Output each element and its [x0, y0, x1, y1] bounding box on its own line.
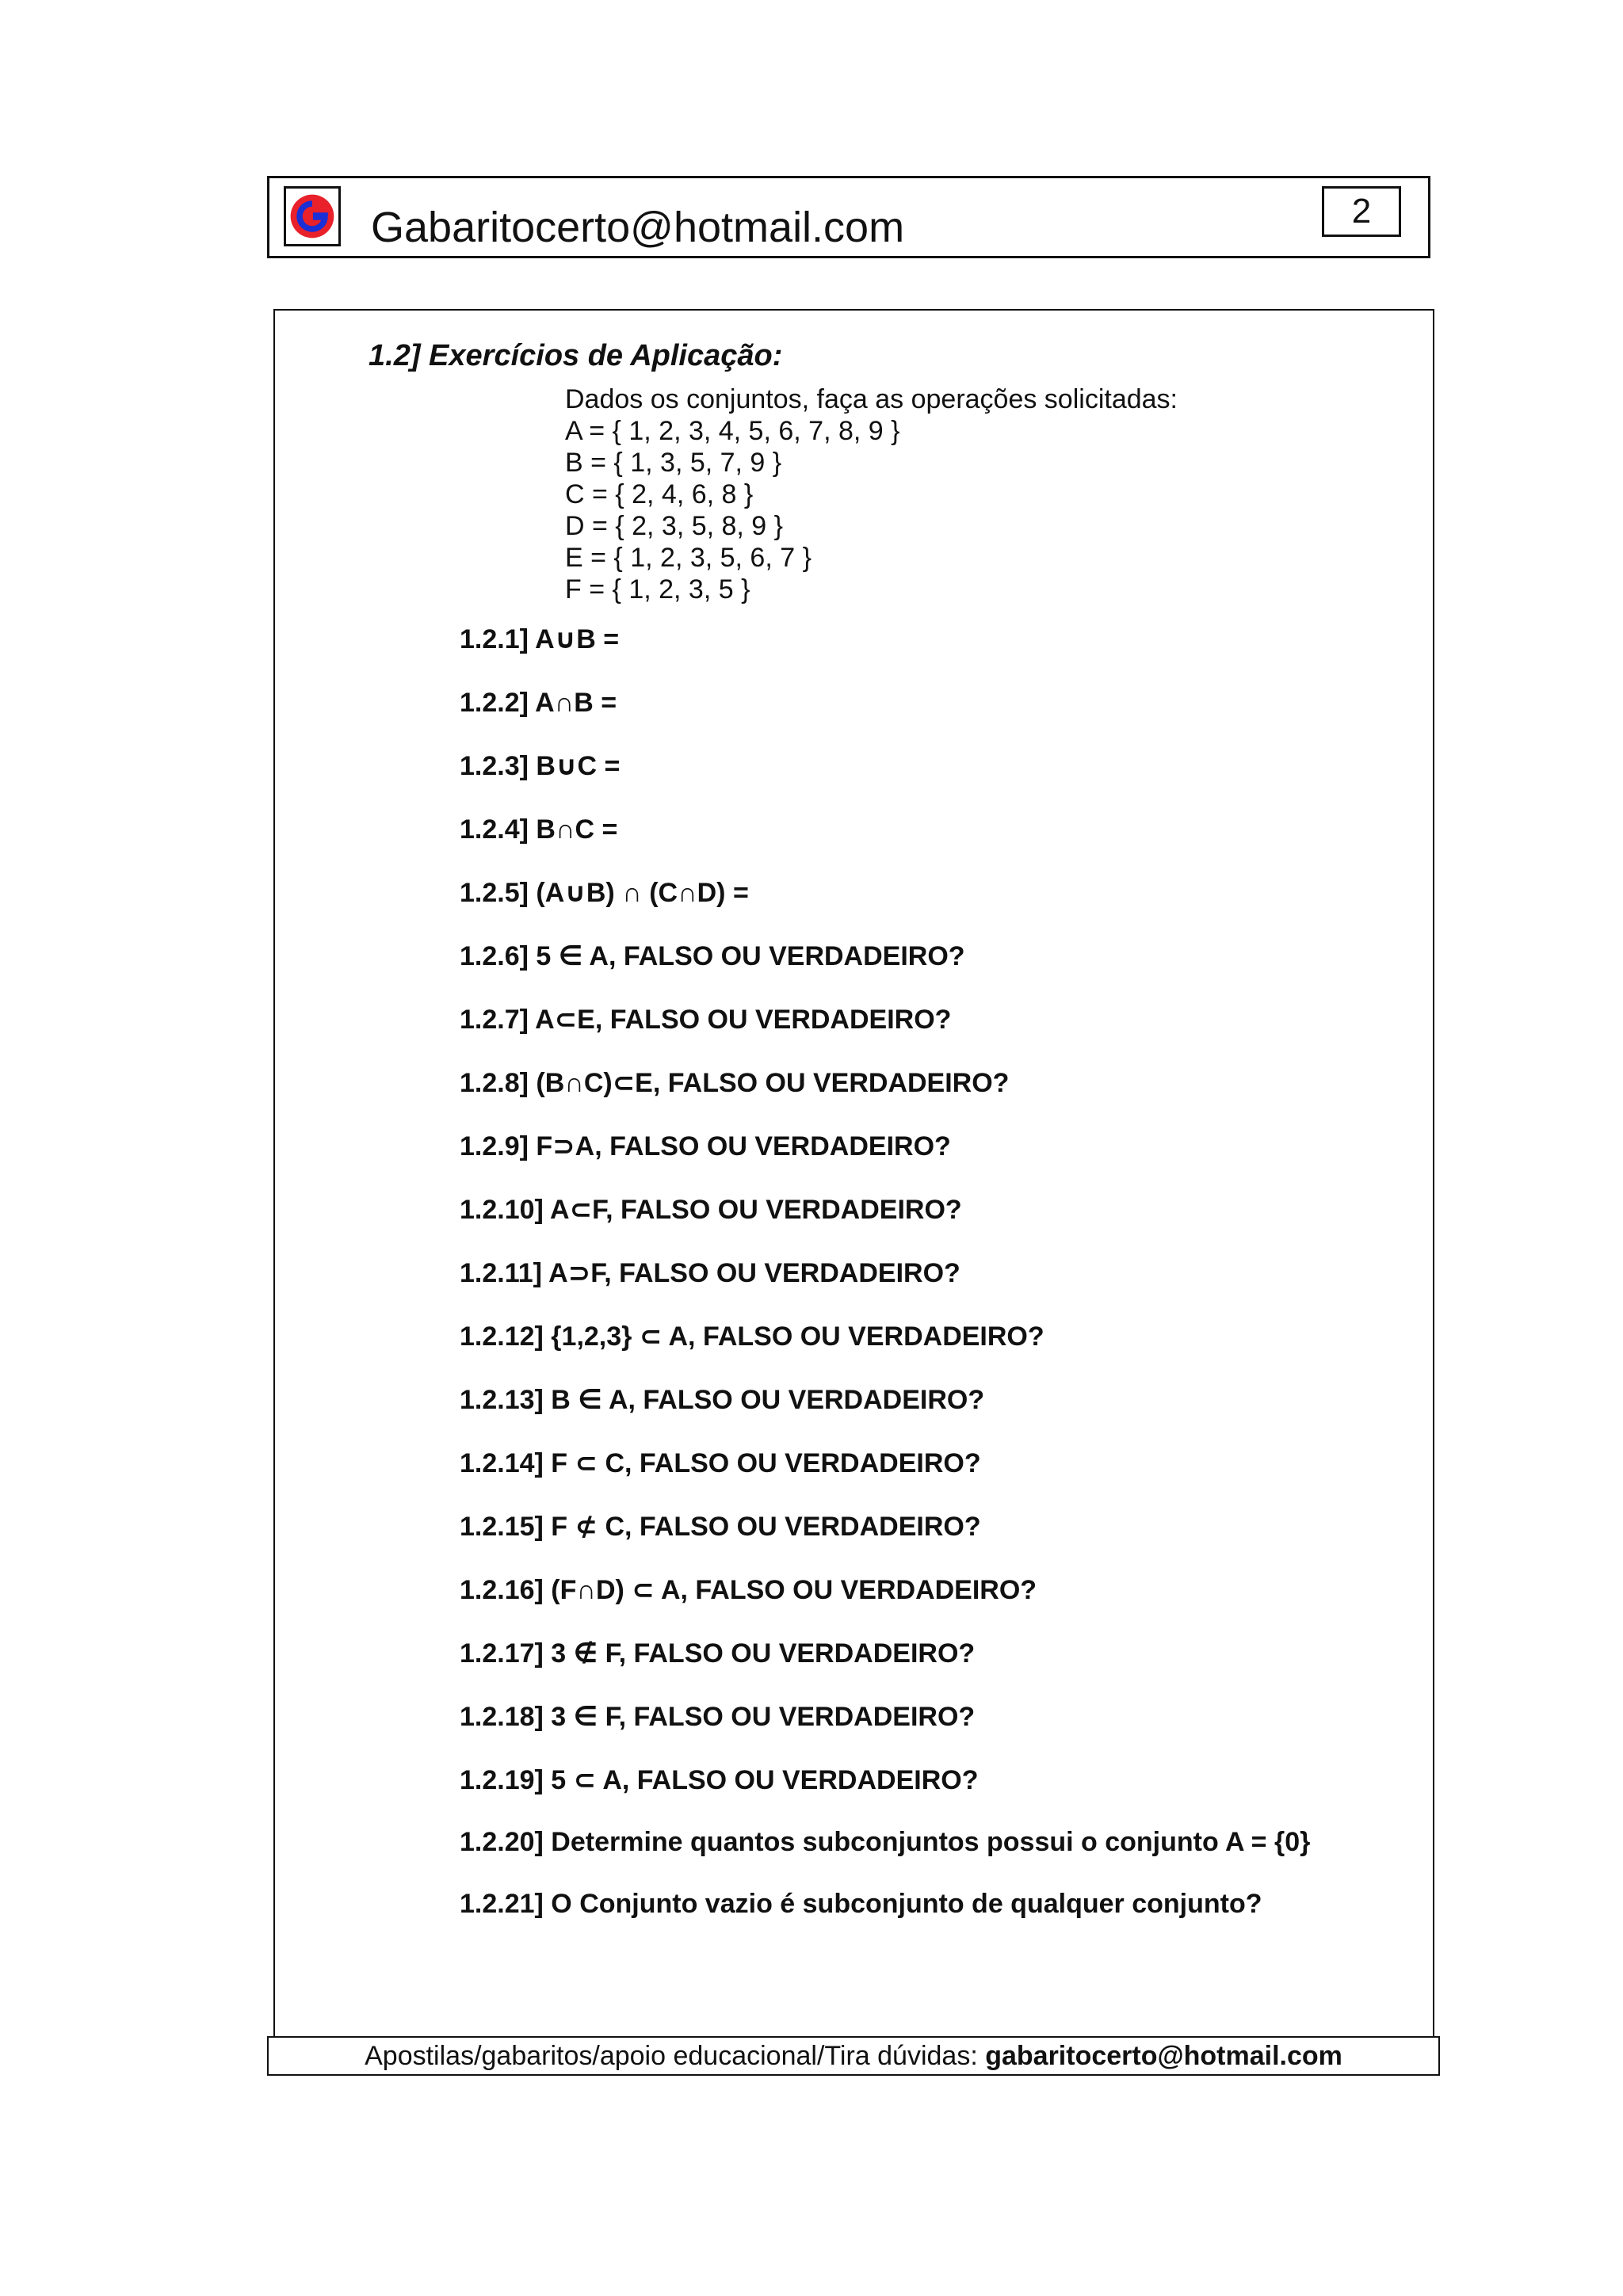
set-c: C = { 2, 4, 6, 8 } [565, 479, 754, 509]
exercise-item: 1.2.5] (A∪B) ∩ (C∩D) = [460, 878, 749, 908]
exercise-item: 1.2.15] F ⊄ C, FALSO OU VERDADEIRO? [460, 1512, 981, 1542]
exercise-item: 1.2.3] B∪C = [460, 751, 621, 781]
exercise-item: 1.2.18] 3 ∈ F, FALSO OU VERDADEIRO? [460, 1702, 976, 1732]
exercise-item: 1.2.10] A⊂F, FALSO OU VERDADEIRO? [460, 1195, 962, 1225]
footer-email: gabaritocerto@hotmail.com [985, 2041, 1342, 2071]
logo [284, 186, 341, 246]
header-email: Gabaritocerto@hotmail.com [371, 204, 905, 251]
exercise-item: 1.2.2] A∩B = [460, 688, 617, 718]
exercise-item: 1.2.20] Determine quantos subconjuntos possui o conjunto A = {0} [460, 1827, 1311, 1857]
exercise-item: 1.2.9] F⊃A, FALSO OU VERDADEIRO? [460, 1131, 951, 1161]
exercise-item: 1.2.19] 5 ⊂ A, FALSO OU VERDADEIRO? [460, 1765, 979, 1795]
exercise-item: 1.2.14] F ⊂ C, FALSO OU VERDADEIRO? [460, 1448, 981, 1478]
set-b: B = { 1, 3, 5, 7, 9 } [565, 448, 782, 478]
exercise-item: 1.2.13] B ∈ A, FALSO OU VERDADEIRO? [460, 1385, 985, 1415]
set-e: E = { 1, 2, 3, 5, 6, 7 } [565, 543, 812, 573]
exercise-item: 1.2.8] (B∩C)⊂E, FALSO OU VERDADEIRO? [460, 1068, 1010, 1098]
instruction-text: Dados os conjuntos, faça as operações solicitadas: [565, 384, 1178, 414]
sets-definition [565, 383, 1178, 605]
exercise-item: 1.2.12] {1,2,3} ⊂ A, FALSO OU VERDADEIRO? [460, 1322, 1044, 1352]
exercise-item: 1.2.7] A⊂E, FALSO OU VERDADEIRO? [460, 1005, 952, 1035]
exercise-item: 1.2.16] (F∩D) ⊂ A, FALSO OU VERDADEIRO? [460, 1575, 1037, 1605]
page-header [267, 176, 1430, 258]
set-a: A = { 1, 2, 3, 4, 5, 6, 7, 8, 9 } [565, 416, 900, 446]
set-d: D = { 2, 3, 5, 8, 9 } [565, 511, 784, 541]
exercise-item: 1.2.17] 3 ∉ F, FALSO OU VERDADEIRO? [460, 1638, 976, 1669]
exercise-item: 1.2.4] B∩C = [460, 814, 618, 845]
page-number: 2 [1322, 186, 1401, 237]
exercise-item: 1.2.6] 5 ∈ A, FALSO OU VERDADEIRO? [460, 941, 965, 971]
footer-text: Apostilas/gabaritos/apoio educacional/Tira dúvidas: [365, 2041, 986, 2071]
section-title: 1.2] Exercícios de Aplicação: [369, 339, 783, 372]
page-footer [267, 2036, 1440, 2076]
exercise-item: 1.2.21] O Conjunto vazio é subconjunto de qualquer conjunto? [460, 1889, 1262, 1919]
set-f: F = { 1, 2, 3, 5 } [565, 574, 750, 605]
exercise-item: 1.2.1] A∪B = [460, 624, 620, 654]
logo-icon [286, 189, 338, 244]
exercise-item: 1.2.11] A⊃F, FALSO OU VERDADEIRO? [460, 1258, 960, 1288]
